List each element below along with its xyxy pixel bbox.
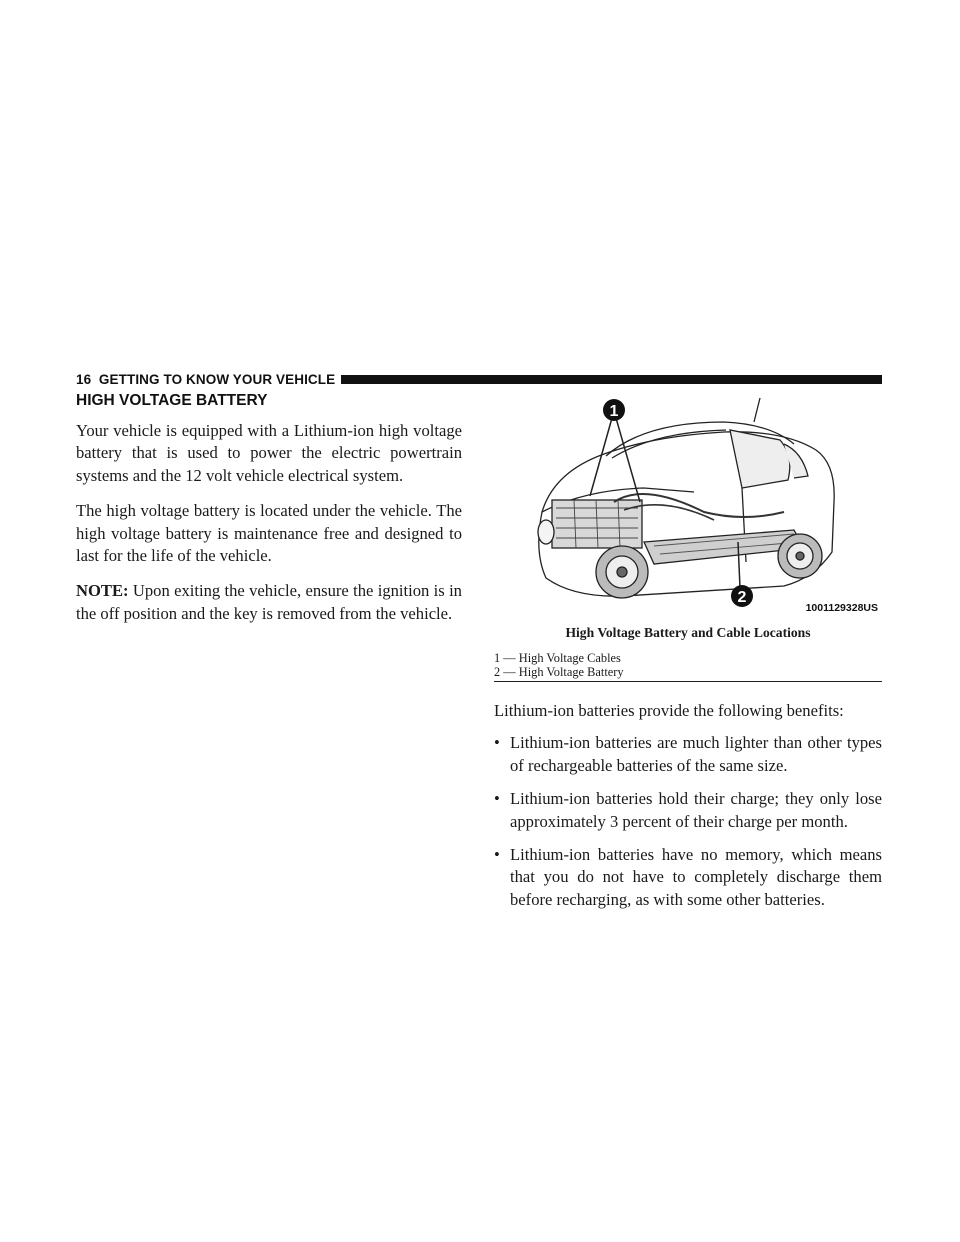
vehicle-battery-figure [494, 392, 882, 618]
list-item-text: Lithium-ion batteries have no memory, which means that you do not have to completely discharge them before recharging, as with some other batteries. [510, 845, 882, 909]
legend-item: 2 — High Voltage Battery [494, 665, 624, 679]
benefits-intro: Lithium-ion batteries provide the following benefits: [494, 701, 844, 720]
figure-legend [494, 651, 882, 682]
right-column [494, 392, 882, 922]
bullet-glyph: • [494, 733, 500, 753]
figure-code: 1001129328US [805, 602, 878, 614]
list-item-text: Lithium-ion batteries are much lighter than other types of rechargeable batteries of the same size. [510, 733, 882, 775]
page-header-text [76, 372, 341, 387]
note-text: Upon exiting the vehicle, ensure the ignition is in the off position and the key is removed from the vehicle. [76, 581, 462, 623]
callout-1-label: 1 [609, 403, 619, 420]
legend-item: 1 — High Voltage Cables [494, 651, 621, 665]
note-paragraph [76, 580, 462, 625]
header-bar [341, 375, 882, 384]
benefits-list [494, 732, 882, 911]
note-label: NOTE: [76, 581, 129, 601]
list-item-text: Lithium-ion batteries hold their charge; they only lose approximately 3 percent of their charge per month. [510, 789, 882, 831]
bullet-glyph: • [494, 789, 500, 809]
section-title: HIGH VOLTAGE BATTERY [76, 392, 268, 409]
callout-2-label: 2 [737, 589, 747, 606]
list-item [494, 844, 882, 911]
list-item [494, 732, 882, 777]
list-item [494, 788, 882, 833]
left-column [76, 392, 462, 638]
page-number: 16 [76, 371, 92, 387]
page-header [76, 372, 882, 386]
figure-caption: High Voltage Battery and Cable Locations [565, 625, 811, 640]
vehicle-illustration [494, 392, 882, 618]
paragraph-1: Your vehicle is equipped with a Lithium-ion high voltage battery that is used to power the electric powertrain systems and the 12 volt vehicle electrical system. [76, 421, 462, 485]
bullet-glyph: • [494, 845, 500, 865]
chapter-title: GETTING TO KNOW YOUR VEHICLE [98, 371, 336, 387]
paragraph-2: The high voltage battery is located under the vehicle. The high voltage battery is maintenance free and designed to last for the life of the vehicle. [76, 501, 462, 566]
